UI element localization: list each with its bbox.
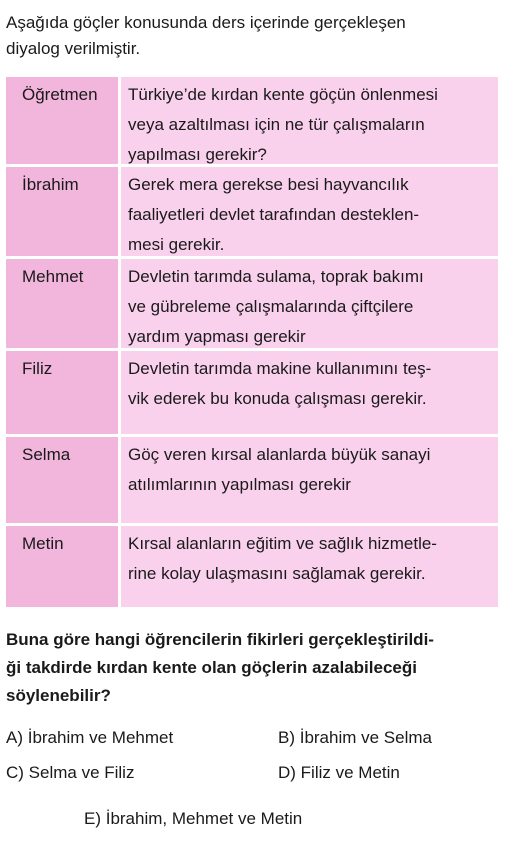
speaker-name: Öğretmen	[6, 77, 118, 164]
text-line: Türkiye’de kırdan kente göçün önlenmesi	[128, 85, 438, 104]
speaker-name: Metin	[6, 526, 118, 607]
text-line: Göç veren kırsal alanlarda büyük sanayi	[128, 445, 431, 464]
speaker-name: Selma	[6, 437, 118, 523]
speaker-text	[121, 77, 498, 164]
intro-text	[6, 10, 502, 62]
dialog-row-metin	[6, 526, 498, 607]
question-line: ği takdirde kırdan kente olan göçlerin azalabileceği	[6, 658, 417, 677]
dialog-row-mehmet	[6, 259, 498, 348]
question-line: söylenebilir?	[6, 686, 111, 705]
speaker-text	[121, 259, 498, 348]
dialog-table	[6, 77, 498, 610]
text-line: Devletin tarımda makine kullanımını teş-	[128, 359, 432, 378]
speaker-name: Mehmet	[6, 259, 118, 348]
text-line: atılımlarının yapılması gerekir	[128, 475, 351, 494]
speaker-text	[121, 167, 498, 256]
intro-line: diyalog verilmiştir.	[6, 39, 141, 58]
speaker-text	[121, 526, 498, 607]
text-line: veya azaltılması için ne tür çalışmaların	[128, 115, 425, 134]
speaker-text	[121, 351, 498, 434]
option-d[interactable]: D) Filiz ve Metin	[278, 763, 400, 782]
text-line: faaliyetleri devlet tarafından desteklen-	[128, 205, 420, 224]
text-line: Devletin tarımda sulama, toprak bakımı	[128, 267, 424, 286]
speaker-name: İbrahim	[6, 167, 118, 256]
option-a[interactable]: A) İbrahim ve Mehmet	[6, 728, 174, 747]
text-line: yapılması gerekir?	[128, 145, 267, 164]
option-b[interactable]: B) İbrahim ve Selma	[278, 728, 432, 747]
dialog-row-ogretmen	[6, 77, 498, 164]
text-line: ve gübreleme çalışmalarında çiftçilere	[128, 297, 414, 316]
text-line: vik ederek bu konuda çalışması gerekir.	[128, 389, 427, 408]
option-c[interactable]: C) Selma ve Filiz	[6, 763, 135, 782]
text-line: Kırsal alanların eğitim ve sağlık hizmetle-	[128, 534, 437, 553]
intro-line: Aşağıda göçler konusunda ders içerinde gerçekleşen	[6, 13, 406, 32]
dialog-row-selma	[6, 437, 498, 523]
dialog-row-filiz	[6, 351, 498, 434]
text-line: mesi gerekir.	[128, 235, 225, 254]
text-line: yardım yapması gerekir	[128, 327, 306, 346]
speaker-text	[121, 437, 498, 523]
option-e[interactable]: E) İbrahim, Mehmet ve Metin	[84, 809, 303, 828]
question-text	[6, 626, 502, 710]
question-line: Buna göre hangi öğrencilerin fikirleri gerçekleştirildi-	[6, 630, 434, 649]
text-line: Gerek mera gerekse besi hayvancılık	[128, 175, 409, 194]
speaker-name: Filiz	[6, 351, 118, 434]
dialog-row-ibrahim	[6, 167, 498, 256]
text-line: rine kolay ulaşmasını sağlamak gerekir.	[128, 564, 426, 583]
